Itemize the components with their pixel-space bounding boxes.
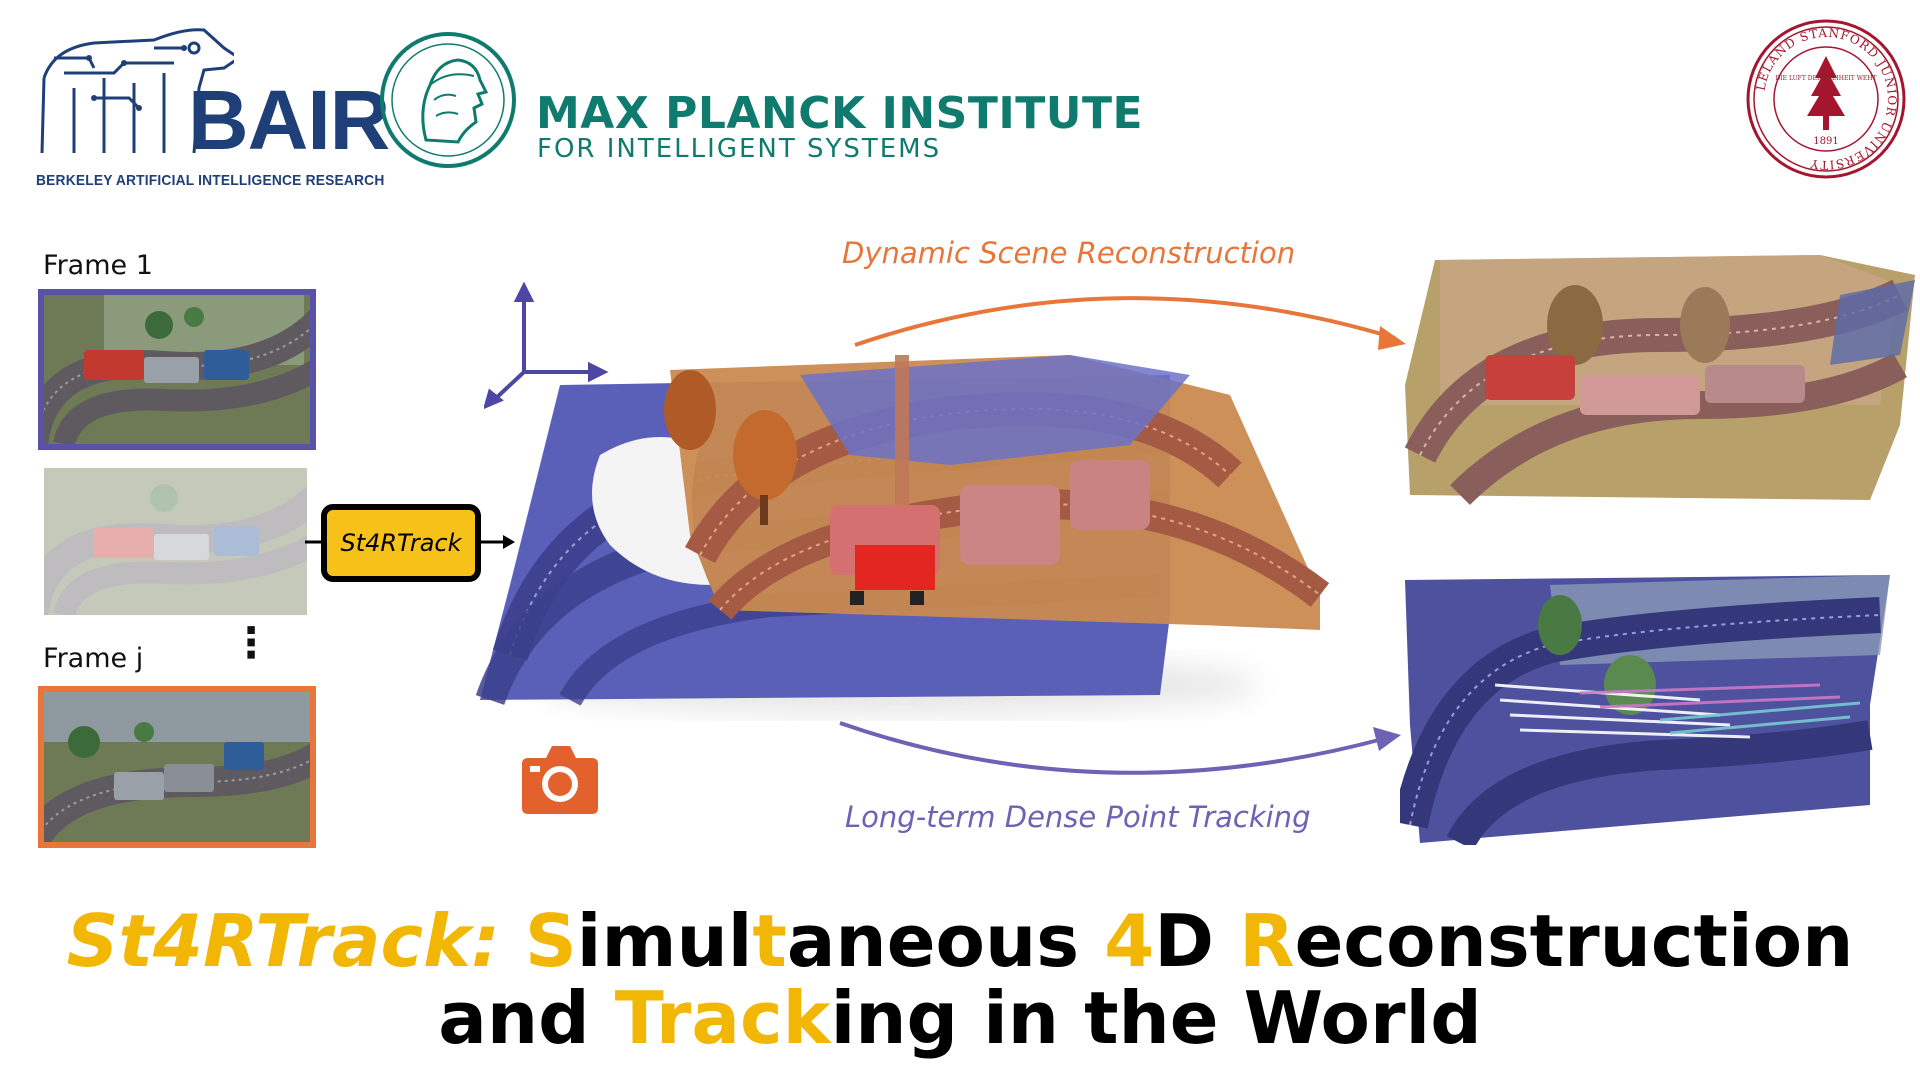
- tracking-caption: Long-term Dense Point Tracking: [845, 800, 1311, 834]
- title-seg: St4RTrack:: [66, 899, 525, 983]
- stanford-year: 1891: [1813, 136, 1839, 147]
- tracking-arrow: [835, 715, 1405, 795]
- frame-1-thumbnail: [38, 289, 316, 450]
- frames-ellipsis: ⋮: [230, 618, 272, 667]
- stanford-motto: DIE LUFT DER FREIHEIT WEHT: [1775, 75, 1877, 82]
- mpi-logo: [378, 30, 518, 170]
- stanford-seal-icon: [1745, 18, 1907, 180]
- title-seg: ing in the World: [830, 976, 1482, 1060]
- stanford-ring-text: LELAND STANFORD JUNIOR UNIVERSITY: [1753, 25, 1900, 173]
- title-seg: R: [1239, 899, 1295, 983]
- frame-1-label: Frame 1: [43, 250, 153, 281]
- title-seg: and: [438, 976, 615, 1060]
- paper-title-line-2: [0, 976, 1920, 1060]
- title-seg: t: [752, 899, 787, 983]
- title-seg: D: [1154, 899, 1240, 983]
- st4rtrack-model-box: St4RTrack: [321, 504, 481, 582]
- title-seg: econstruction: [1294, 899, 1854, 983]
- bair-logo-subtitle: BERKELEY ARTIFICIAL INTELLIGENCE RESEARCH: [36, 172, 385, 189]
- camera-icon: [520, 740, 600, 815]
- title-seg: aneous: [786, 899, 1105, 983]
- frame-middle-thumbnail: [44, 468, 307, 615]
- frame-j-label: Frame j: [43, 643, 144, 674]
- title-seg: imul: [576, 899, 753, 983]
- minerva-head-icon: [378, 30, 518, 170]
- stanford-seal: [1745, 18, 1907, 180]
- title-seg: S: [524, 899, 577, 983]
- frame-j-thumbnail: [38, 686, 316, 848]
- mpi-logo-title: MAX PLANCK INSTITUTE: [536, 88, 1144, 139]
- paper-title-line-1: [0, 899, 1920, 983]
- reconstruction-result: [1400, 255, 1920, 505]
- tracking-result: [1400, 575, 1890, 845]
- world-point-cloud: [470, 355, 1330, 725]
- title-seg: 4: [1104, 899, 1155, 983]
- mpi-logo-subtitle: FOR INTELLIGENT SYSTEMS: [537, 134, 942, 164]
- bair-logo-text: BAIR: [188, 73, 390, 167]
- reconstruction-caption: Dynamic Scene Reconstruction: [842, 236, 1296, 270]
- title-seg: Track: [614, 976, 831, 1060]
- reconstruction-arrow: [850, 280, 1410, 360]
